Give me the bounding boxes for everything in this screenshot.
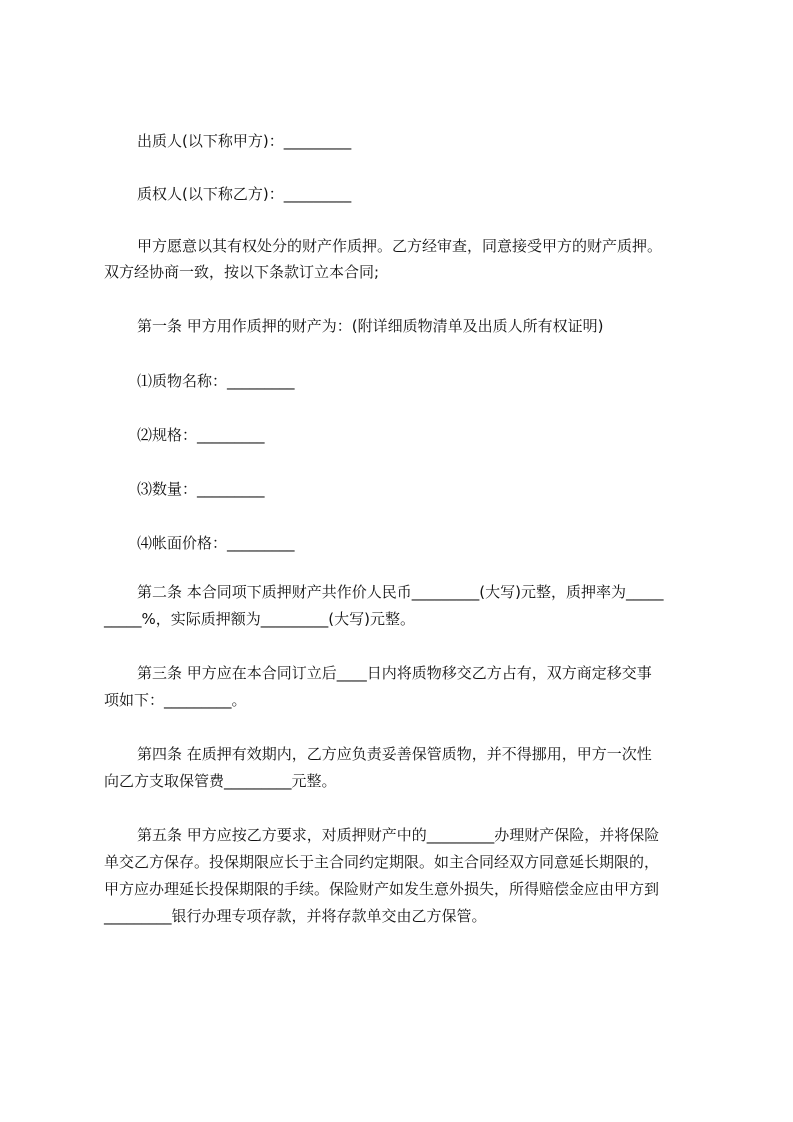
article-2-line-2: _____%，实际质押额为_________(大写)元整。 (104, 610, 415, 628)
pledgee-line: 质权人(以下称乙方)：_________ (137, 185, 352, 203)
item-2: ⑵规格：_________ (137, 426, 265, 444)
article-4-line-1: 第四条 在质押有效期内，乙方应负责妥善保管质物，并不得挪用，甲方一次性 (137, 745, 652, 763)
article-5-line-2: 单交乙方保存。投保期限应长于主合同约定期限。如主合同经双方同意延长期限的， (104, 853, 660, 871)
article-1: 第一条 甲方用作质押的财产为：(附详细质物清单及出质人所有权证明) (137, 317, 604, 335)
article-2-line-1: 第二条 本合同项下质押财产共作价人民币_________(大写)元整，质押率为_____ (137, 583, 664, 601)
article-3-line-2: 项如下：_________。 (104, 691, 247, 709)
article-5-line-1: 第五条 甲方应按乙方要求，对质押财产中的_________办理财产保险，并将保险 (137, 826, 660, 844)
item-4: ⑷帐面价格：_________ (137, 534, 295, 552)
item-3: ⑶数量：_________ (137, 480, 265, 498)
pledgor-line: 出质人(以下称甲方)：_________ (137, 132, 352, 150)
item-1: ⑴质物名称：_________ (137, 372, 295, 390)
article-5-line-3: 甲方应办理延长投保期限的手续。保险财产如发生意外损失，所得赔偿金应由甲方到 (104, 880, 660, 898)
article-4-line-2: 向乙方支取保管费_________元整。 (104, 772, 337, 790)
intro-paragraph-line-1: 甲方愿意以其有权处分的财产作质押。乙方经审查，同意接受甲方的财产质押。 (137, 237, 663, 255)
article-3-line-1: 第三条 甲方应在本合同订立后____日内将质物移交乙方占有，双方商定移交事 (137, 664, 652, 682)
article-5-line-4: _________银行办理专项存款，并将存款单交由乙方保管。 (104, 907, 487, 925)
intro-paragraph-line-2: 双方经协商一致，按以下条款订立本合同; (104, 263, 380, 281)
